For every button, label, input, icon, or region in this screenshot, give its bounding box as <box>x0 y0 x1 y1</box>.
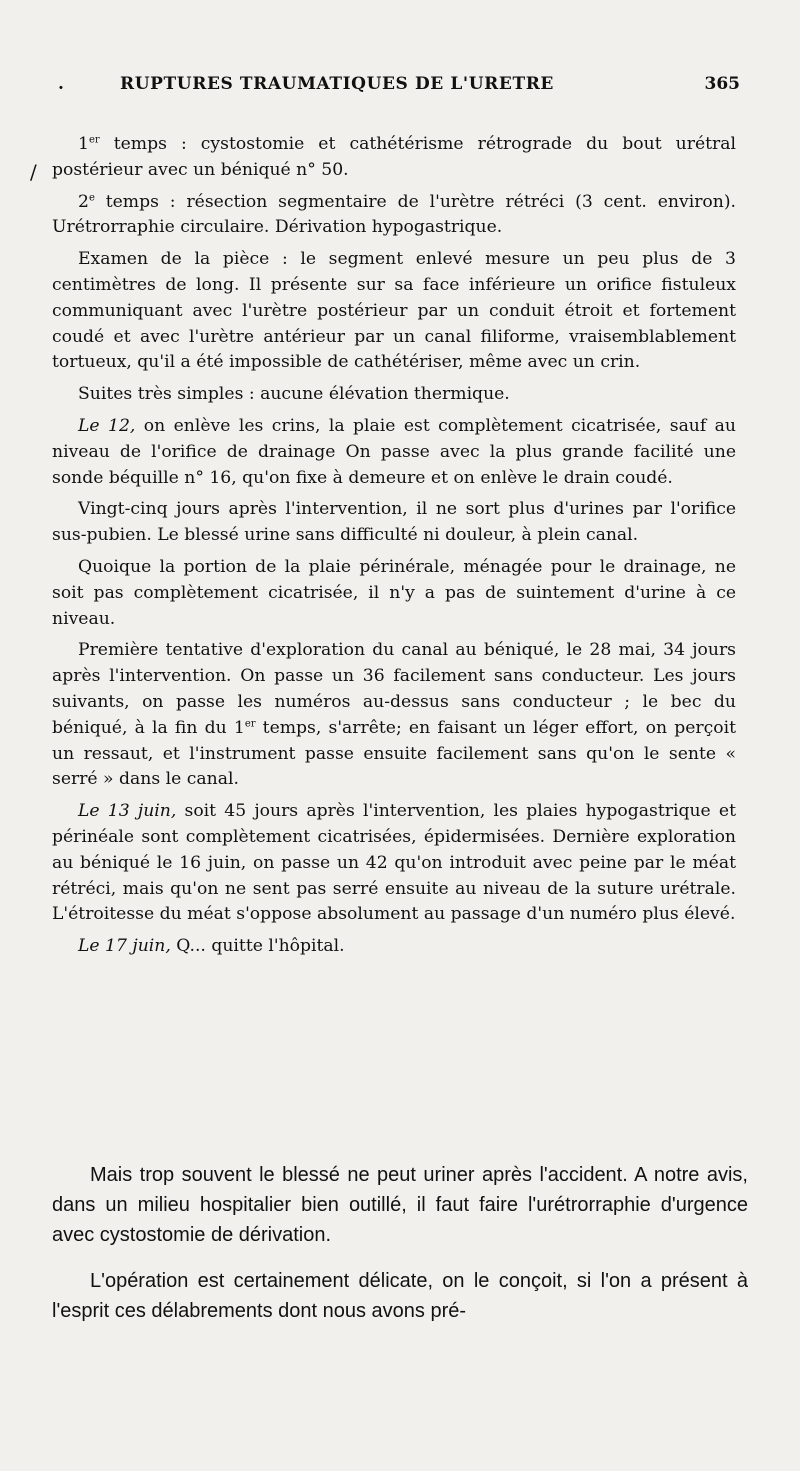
paragraph-postop: Suites très simples : aucune élévation thermique. <box>78 384 510 405</box>
case-report-block <box>52 132 736 960</box>
paragraph-specimen-exam: Examen de la pièce : le segment enlevé mesure un peu plus de 3 centimètres de long. Il présente sur sa face inférieure un orifice fistuleux communiquant avec l'urètre postérieur par un conduit étroit et fortement coudé et avec l'urètre antérieur par un canal filiforme, vraisemblablement tortueux, qu'il a été impossible de cathétériser, même avec un crin. <box>52 249 736 373</box>
running-header <box>58 74 740 104</box>
header-bullet: . <box>58 74 64 94</box>
margin-mark: / <box>30 160 37 184</box>
paragraph-first-exploration: Première tentative d'exploration du canal au béniqué, le 28 mai, 34 jours après l'intervention. On passe un 36 facilement sans conducteur. Les jours suivants, on passe les numéros au-dessus sans conducteur ; le bec du béniqué, à la fin du 1er temps, s'arrête; en faisant un léger effort, on perçoit un ressaut, et l'instrument passe ensuite facilement sans qu'on le sente « serré » dans le canal. <box>52 640 737 790</box>
paragraph-day-25: Vingt-cinq jours après l'intervention, il ne sort plus d'urines par l'orifice sus-pubien. Le blessé urine sans difficulté ni douleur, à plein canal. <box>52 499 736 546</box>
paragraph-day-12: Le 12, on enlève les crins, la plaie est complètement cicatrisée, sauf au niveau de l'orifice de drainage On passe avec la plus grande facilité une sonde béquille n° 16, qu'on fixe à demeure et on enlève le drain coudé. <box>52 415 736 488</box>
paragraph-june-13: Le 13 juin, soit 45 jours après l'intervention, les plaies hypogastrique et périnéale sont complètement cicatrisées, épidermisées. Dernière exploration au béniqué le 16 juin, on passe un 42 qu'on introduit avec peine par le méat rétréci, mais qu'on ne sent pas serré ensuite au niveau de la suture urétrale. L'étroitesse du méat s'oppose absolument au passage d'un numéro plus élevé. <box>52 801 736 925</box>
paragraph-second-step: 2e temps : résection segmentaire de l'urètre rétréci (3 cent. environ). Urétrorraphie circulaire. Dérivation hypogastrique. <box>52 191 736 238</box>
main-text-block <box>52 1160 748 1326</box>
page-number: 365 <box>704 74 740 94</box>
paragraph-urgent-repair: Mais trop souvent le blessé ne peut uriner après l'accident. A notre avis, dans un milieu hospitalier bien outillé, il faut faire l'urétrorraphie d'urgence avec cystostomie de dérivation. <box>52 1164 748 1246</box>
paragraph-perineal-wound: Quoique la portion de la plaie périnérale, ménagée pour le drainage, ne soit pas complètement cicatrisée, il n'y a pas de suintement d'urine à ce niveau. <box>52 556 736 629</box>
paragraph-june-17: Le 17 juin, Q... quitte l'hôpital. <box>78 936 345 957</box>
paragraph-first-step: 1er temps : cystostomie et cathétérisme rétrograde du bout urétral postérieur avec un béniqué n° 50. <box>52 134 736 180</box>
paragraph-operation-delicate: L'opération est certainement délicate, on le conçoit, si l'on a présent à l'esprit ces délabrements dont nous avons pré- <box>52 1270 748 1322</box>
running-title: RUPTURES TRAUMATIQUES DE L'URETRE <box>120 74 554 94</box>
